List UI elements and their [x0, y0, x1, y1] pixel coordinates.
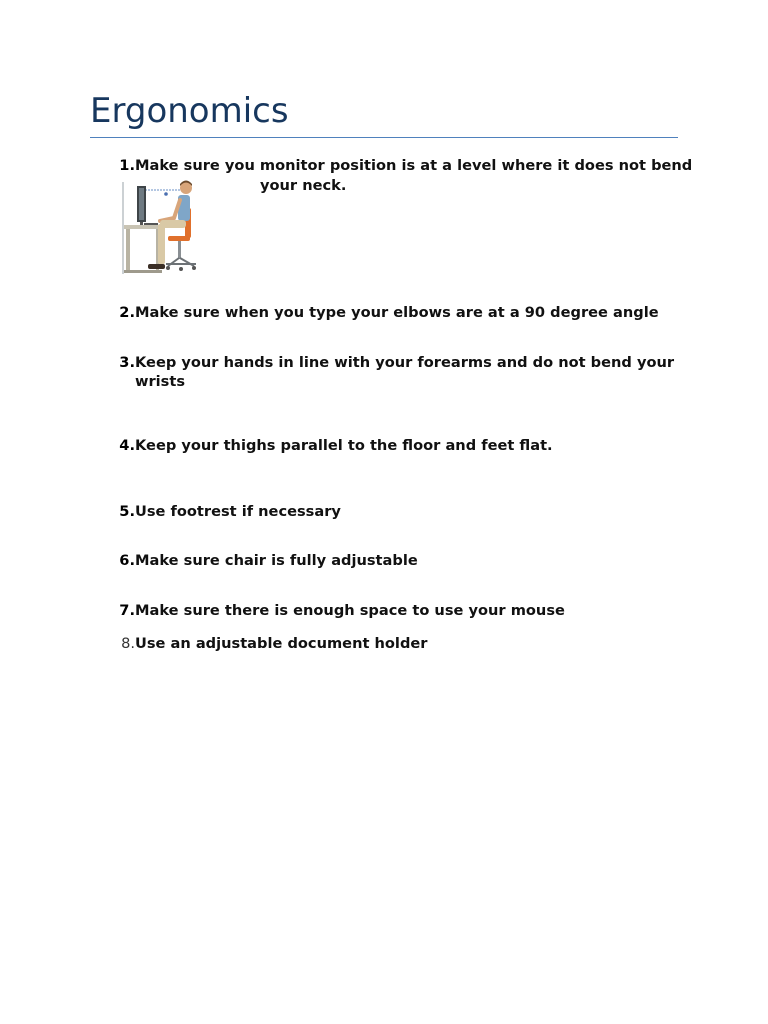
list-item: [109, 551, 669, 571]
person-at-computer-desk-illustration: [122, 180, 206, 276]
list-item-number: 5.: [119, 503, 135, 520]
list-item-text: Use an adjustable document holder: [135, 635, 428, 652]
list-item: [109, 601, 669, 621]
page-title: Ergonomics: [90, 91, 289, 131]
list-item-text: Make sure chair is fully adjustable: [135, 552, 418, 569]
list-item-text: Use footrest if necessary: [135, 503, 341, 520]
list-item-text: Keep your thighs parallel to the floor and feet flat.: [135, 437, 553, 454]
list-item: [109, 353, 675, 393]
list-item-text: Make sure there is enough space to use your mouse: [135, 602, 565, 619]
list-item: [109, 436, 669, 456]
list-item-number: 3.: [119, 354, 135, 371]
list-item-number: 4.: [119, 437, 135, 454]
list-item-number: 8.: [121, 635, 135, 652]
list-item-text-continuation: your neck.: [260, 177, 347, 194]
list-item-text-continuation: wrists: [135, 373, 186, 390]
list-item-number: 7.: [119, 602, 135, 619]
list-item-number: 2.: [119, 304, 135, 321]
list-item-text: Make sure you monitor position is at a level where it does not bend: [135, 157, 693, 174]
list-item-number: 6.: [119, 552, 135, 569]
list-item-number: 1.: [119, 157, 135, 174]
list-item-text: Keep your hands in line with your forearms and do not bend your: [135, 354, 675, 371]
list-item: [109, 634, 669, 654]
title-underline: [90, 137, 678, 138]
list-item: [109, 502, 669, 522]
list-item: [109, 303, 669, 323]
list-item-text: Make sure when you type your elbows are at a 90 degree angle: [135, 304, 659, 321]
